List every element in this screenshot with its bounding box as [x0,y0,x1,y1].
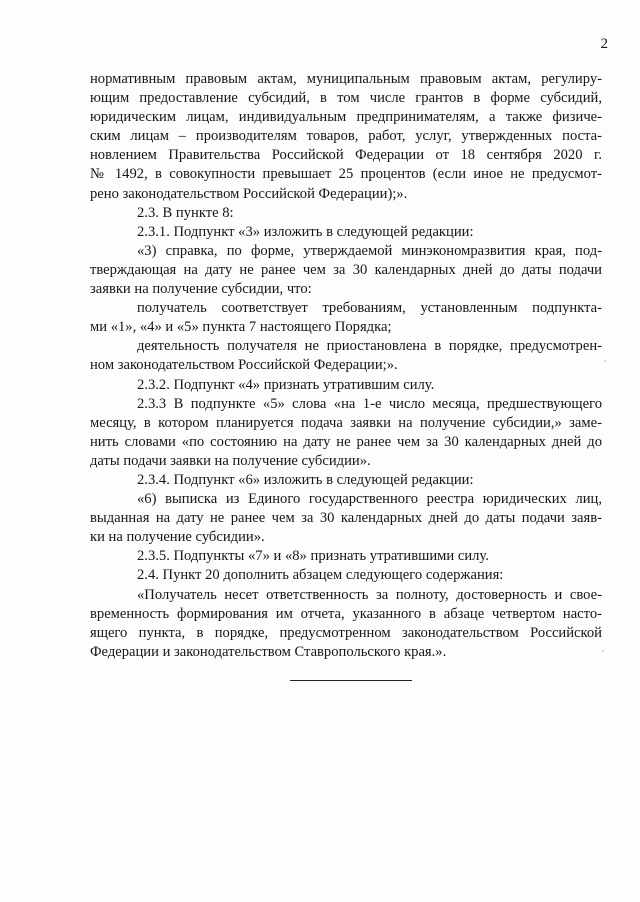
text-line: новлением Правительства Российской Федерации от 18 сентября 2020 г. [90,147,602,164]
text-line: ном законодательством Российской Федерации;». [90,357,398,374]
text-line: «Получатель несет ответственность за полноту, достоверность и свое- [137,586,602,603]
text-line: деятельность получателя не приостановлена в порядке, предусмотрен- [137,338,602,355]
text-line: месяцу, в котором планируется подача заявки на получение субсидии,» заме- [90,414,602,431]
scan-speck [602,650,604,652]
text-line: юридическим лицам, индивидуальным предпринимателям, а также физиче- [90,109,602,126]
text-line: ми «1», «4» и «5» пункта 7 настоящего Порядка; [90,319,392,336]
closing-separator-line [290,680,412,681]
text-line: 2.3.2. Подпункт «4» признать утратившим силу. [137,376,435,393]
text-line: «3) справка, по форме, утверждаемой минэкономразвития края, под- [137,242,602,259]
text-line: ящего пункта, в порядке, предусмотренном законодательством Российской [90,624,602,641]
text-line: 2.3.5. Подпункты «7» и «8» признать утратившими силу. [137,548,489,565]
text-line: нормативным правовым актам, муниципальным правовым актам, регулиру- [90,71,602,87]
text-line: 2.3.3 В подпункте «5» слова «на 1-е число месяца, предшествующего [137,395,602,412]
text-line: Федерации и законодательством Ставропольского края.». [90,643,447,660]
page-number: 2 [600,36,608,52]
text-line: заявки на получение субсидии, что: [90,281,312,298]
text-line: выданная на дату не ранее чем за 30 календарных дней до даты подачи заяв- [90,510,602,527]
text-line: ющим предоставление субсидий, в том числе грантов в форме субсидий, [90,90,602,107]
text-line: тверждающая на дату не ранее чем за 30 календарных дней до даты подачи [90,261,602,278]
text-line: нить словами «по состоянию на дату не ранее чем за 30 календарных дней до [90,433,602,450]
text-line: рено законодательством Российской Федерации);». [90,185,408,202]
text-line: временность формирования им отчета, указанного в абзаце четвертом насто- [90,605,602,622]
text-line: ским лицам – производителям товаров, работ, услуг, утвержденных поста- [90,128,602,145]
scan-speck [604,360,606,362]
text-line: № 1492, в совокупности превышает 25 процентов (если иное не предусмот- [90,166,602,183]
text-line: 2.3.1. Подпункт «3» изложить в следующей редакции: [137,223,474,240]
text-line: 2.3. В пункте 8: [137,204,234,221]
text-line: 2.3.4. Подпункт «6» изложить в следующей редакции: [137,471,474,488]
document-body [90,70,602,662]
text-line: 2.4. Пункт 20 дополнить абзацем следующего содержания: [137,567,504,584]
text-line: ки на получение субсидии». [90,529,265,546]
text-line: получатель соответствует требованиям, установленным подпункта- [137,300,602,317]
text-line: даты подачи заявки на получение субсидии». [90,452,371,469]
text-line: «6) выписка из Единого государственного реестра юридических лиц, [137,491,602,508]
